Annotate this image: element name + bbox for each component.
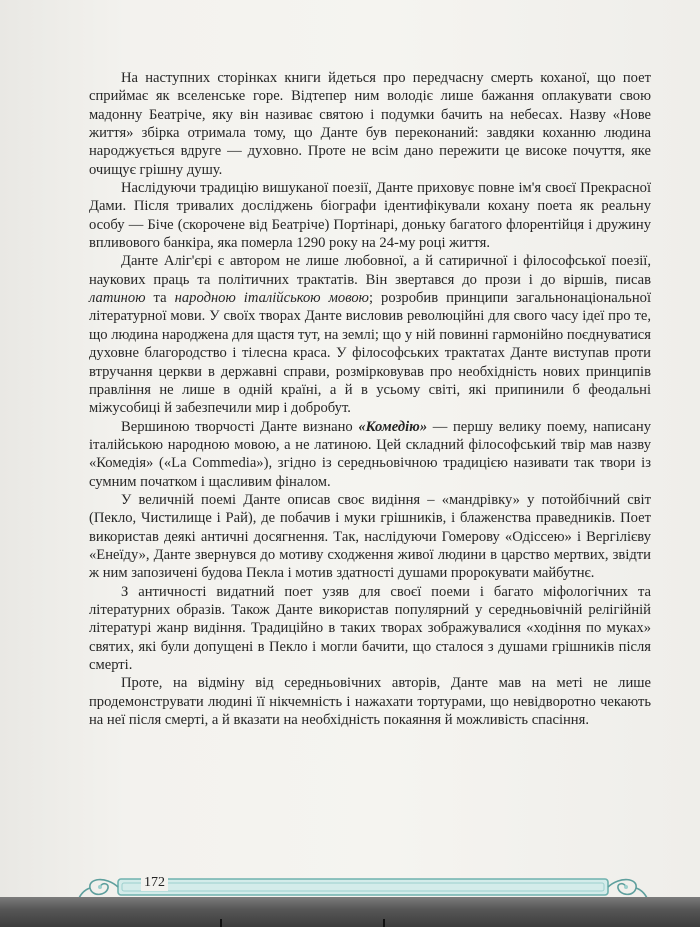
- paragraph: [89, 674, 651, 729]
- paragraph-text: Наслідуючи традицію вишуканої поезії, Данте приховує повне ім'я своєї Прекрасної Дами. Після тривалих досліджень біографи ідентифікували кохану поета як реальну особу — Біче (скорочене від Беатріче) Портінарі, доньку багатого флорентійця і дружину впливового банкіра, яка померла 1290 року на 24-му році життя.: [89, 180, 651, 252]
- paragraph-text: ; розробив принципи загальнонаціональної літературної мови. У своїх творах Данте висловив революційні для свого часу ідеї про те, що людина народжена для щастя тут, на землі; що у ній повинні гармонійно поєднуватися духовне благородство і тілесна краса. У філософських трактатах Данте виступав проти втручання церкви в державні справи, розмірковував про необхідність нових принципів правління не лише в одній країні, а й в усьому світі, які припинили б феодальні міжусобиці й забезпечили мир і добробут.: [89, 290, 651, 417]
- scan-bottom-strip: [0, 897, 700, 927]
- paragraph-text: На наступних сторінках книги йдеться про передчасну смерть коханої, що поет сприймає як вселенське горе. Відтепер ним володіє лише бажання оплакувати свою мадонну Беатріче, яку він називає святою і подумки бачить на небесах. Назву «Нове життя» збірка отримала тому, що Данте був переконаний: завдяки коханню людина народжується вдруге — духовно. Проте не всім дано пережити це високе почуття, яке очищує грішну душу.: [89, 70, 651, 178]
- paragraph-text: З античності видатний поет узяв для своєї поеми і багато міфологічних та літературних образів. Також Данте використав популярний у середньовічній релігійній літературі жанр видіння. Традиційно в таких творах зображувалися «ходіння по муках» святих, які були допущені в Пекло і могли бачити, що сталося з душами грішників після смерті.: [89, 583, 651, 673]
- paragraph-text: Вершиною творчості Данте визнано: [121, 418, 359, 435]
- paragraph: [89, 179, 651, 252]
- paragraph-text: та: [145, 290, 175, 307]
- emphasis-text: народною італійською мовою: [174, 290, 369, 307]
- paragraph: [89, 418, 651, 491]
- paragraph-text: — першу велику поему, написану італійською народною мовою, а не латиною. Цей складний філософський твір мав назву «Комедія» («La Commedia»), згідно із середньовічною традицією називати так твори із сумним початком і щасливим фіналом.: [89, 418, 651, 490]
- paragraph: [89, 252, 651, 417]
- paragraph-text: Проте, на відміну від середньовічних авторів, Данте мав на меті не лише продемонструвати людині її нікчемність і нажахати тортурами, що невідворотно чекають на неї після смерті, а й вказати на необхідність покаяння й можливість спасіння.: [89, 675, 651, 729]
- strip-mark: [383, 919, 385, 927]
- paragraph-text: Данте Аліг'єрі є автором не лише любовної, а й сатиричної і філософської поезії, наукових праць та політичних трактатів. Він звертався до прози і до віршів, писав: [89, 253, 651, 288]
- paragraph: [89, 69, 651, 179]
- strip-mark: [220, 919, 222, 927]
- work-title: «Комедію»: [358, 418, 428, 435]
- paragraph: [89, 583, 651, 675]
- text-body: [89, 69, 651, 729]
- emphasis-text: латиною: [89, 290, 146, 307]
- paragraph: [89, 491, 651, 583]
- page-number: 172: [141, 875, 168, 891]
- paragraph-text: У величній поемі Данте описав своє видіння – «мандрівку» у потойбічний світ (Пекло, Чистилище і Рай), де побачив і муки грішників, і блаженства праведників. Поет використав деякі античні досягнення. Так, наслідуючи Гомерову «Одіссею» і Вергілієву «Енеїду», Данте звернувся до мотиву сходження живої людини в царство мертвих, звідти ж ним запозичені будова Пекла і мотив здатності душами пророкувати майбутнє.: [89, 491, 651, 582]
